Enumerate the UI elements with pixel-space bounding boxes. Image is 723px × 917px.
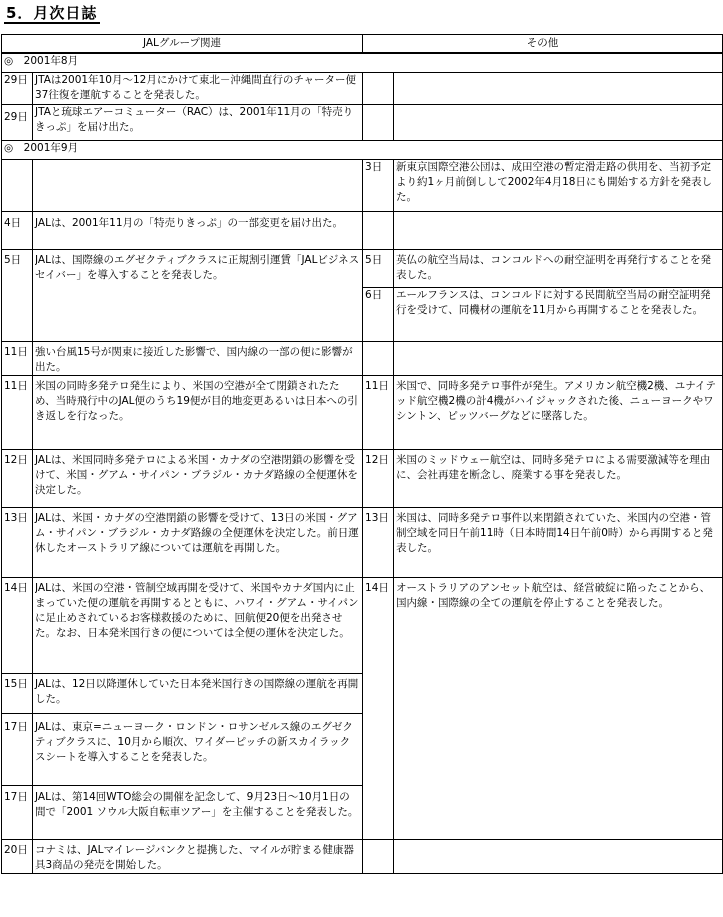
jal-day: 12日 bbox=[2, 450, 33, 508]
jal-entry-text: JALは、国際線のエグゼクティブクラスに正規割引運賃「JALビジネスセイバー」を導入することを発表した。 bbox=[35, 254, 360, 281]
table-row bbox=[2, 250, 723, 288]
jal-entry: JALは、東京=ニューヨーク・ロンドン・ロサンゼルス線のエグゼクティブクラスに、10月から順次、ワイダーピッチの新スカイラックスシートを導入することを発表した。 bbox=[33, 714, 363, 786]
other-entry: 米国のミッドウェー航空は、同時多発テロによる需要激減等を理由に、会社再建を断念し、廃業する事を発表した。 bbox=[394, 450, 723, 508]
jal-entry: JALは、米国・カナダの空港閉鎖の影響を受けて、13日の米国・グアム・サイパン・ブラジル・カナダ路線の全便運休を決定した。前日運休したオーストラリア線については運航を再開した。 bbox=[33, 508, 363, 578]
page-title: 5．月次日誌 bbox=[6, 4, 98, 22]
title-underline bbox=[4, 22, 100, 24]
other-day bbox=[363, 840, 394, 874]
other-entry bbox=[394, 212, 723, 250]
other-entry bbox=[394, 73, 723, 105]
other-day: 11日 bbox=[363, 376, 394, 450]
other-day: 14日 bbox=[363, 578, 394, 840]
jal-entry-text: JALは、米国の空港・管制空域再開を受けて、米国やカナダ国内に止まっていた便の運航を再開するとともに、ハワイ・グアム・サイパンに足止めされているお客様救援のために、回航便20便を出発させた。なお、日本発米国行きの便については全便の運休を決定した。 bbox=[35, 582, 359, 639]
other-day: 6日 bbox=[363, 288, 394, 342]
jal-day: 15日 bbox=[2, 674, 33, 714]
jal-day: 13日 bbox=[2, 508, 33, 578]
jal-entry: JALは、米国同時多発テロによる米国・カナダの空港閉鎖の影響を受けて、米国・グアム・サイパン・ブラジル・カナダ路線の全便運休を決定した。 bbox=[33, 450, 363, 508]
other-day: 13日 bbox=[363, 508, 394, 578]
jal-day: 29日 bbox=[2, 73, 33, 105]
jal-entry: 米国の同時多発テロ発生により、米国の空港が全て閉鎖されたため、当時飛行中のJAL便のうち19便が目的地変更あるいは日本への引き返しを行なった。 bbox=[33, 376, 363, 450]
jal-entry: JTAは2001年10月～12月にかけて東北－沖縄間直行のチャーター便37往復を運航することを発表した。 bbox=[33, 73, 363, 105]
other-entry: 米国で、同時多発テロ事件が発生。アメリカン航空機2機、ユナイテッド航空機2機の計4機がハイジャックされた後、ニューヨークやワシントン、ピッツバーグなどに墜落した。 bbox=[394, 376, 723, 450]
other-day bbox=[363, 342, 394, 376]
table-row bbox=[2, 450, 723, 508]
jal-entry: JALは、12日以降運休していた日本発米国行きの国際線の運航を再開した。 bbox=[33, 674, 363, 714]
other-entry: 新東京国際空港公団は、成田空港の暫定滑走路の供用を、当初予定より約1ヶ月前倒しして2002年4月18日にも開始する方針を発表した。 bbox=[394, 160, 723, 212]
jal-entry: JTAと琉球エアーコミューター（RAC）は、2001年11月の「特売りきっぷ」を届け出た。 bbox=[33, 105, 363, 141]
jal-entry: JALは、第14回WTO総会の開催を記念して、9月23日～10月1日の間で「2001 ソウル大阪自転車ツアー」を主催することを発表した。 bbox=[33, 786, 363, 840]
other-entry bbox=[394, 105, 723, 141]
column-header-jal: JALグループ関連 bbox=[2, 35, 363, 54]
table-row bbox=[2, 376, 723, 450]
jal-day: 11日 bbox=[2, 342, 33, 376]
jal-entry bbox=[33, 250, 363, 342]
table-header-row bbox=[2, 35, 723, 54]
other-day: 3日 bbox=[363, 160, 394, 212]
section-row bbox=[2, 141, 723, 160]
other-entry: 英仏の航空当局は、コンコルドへの耐空証明を再発行することを発表した。 bbox=[394, 250, 723, 288]
section-row bbox=[2, 53, 723, 73]
jal-day: 29日 bbox=[2, 105, 33, 141]
table-row bbox=[2, 212, 723, 250]
other-day: 5日 bbox=[363, 250, 394, 288]
jal-entry: コナミは、JALマイレージバンクと提携した、マイルが貯まる健康器具3商品の発売を開始した。 bbox=[33, 840, 363, 874]
table-row bbox=[2, 73, 723, 105]
jal-day bbox=[2, 160, 33, 212]
jal-day: 5日 bbox=[2, 250, 33, 342]
table-row bbox=[2, 160, 723, 212]
other-day bbox=[363, 105, 394, 141]
table-row bbox=[2, 508, 723, 578]
jal-entry bbox=[33, 578, 363, 674]
monthly-log-table bbox=[1, 34, 723, 874]
jal-day: 4日 bbox=[2, 212, 33, 250]
other-entry: オーストラリアのアンセット航空は、経営破綻に陥ったことから、国内線・国際線の全ての運航を停止することを発表した。 bbox=[394, 578, 723, 840]
section-label: ◎ 2001年9月 bbox=[2, 141, 723, 160]
other-entry: エールフランスは、コンコルドに対する民間航空当局の耐空証明発行を受けて、同機材の運航を11月から再開することを発表した。 bbox=[394, 288, 723, 342]
section-label: ◎ 2001年8月 bbox=[2, 53, 723, 73]
jal-day: 17日 bbox=[2, 714, 33, 786]
jal-entry: JALは、2001年11月の「特売りきっぷ」の一部変更を届け出た。 bbox=[33, 212, 363, 250]
other-entry: 米国は、同時多発テロ事件以来閉鎖されていた、米国内の空港・管制空域を同日午前11時（日本時間14日午前0時）から再開すると発表した。 bbox=[394, 508, 723, 578]
jal-day: 17日 bbox=[2, 786, 33, 840]
column-header-other: その他 bbox=[363, 35, 723, 54]
jal-day: 14日 bbox=[2, 578, 33, 674]
other-day bbox=[363, 212, 394, 250]
table-row bbox=[2, 342, 723, 376]
other-day: 12日 bbox=[363, 450, 394, 508]
table-row bbox=[2, 578, 723, 674]
other-entry bbox=[394, 840, 723, 874]
other-entry bbox=[394, 342, 723, 376]
table-row bbox=[2, 840, 723, 874]
table-row bbox=[2, 105, 723, 141]
other-day bbox=[363, 73, 394, 105]
jal-day: 11日 bbox=[2, 376, 33, 450]
jal-entry bbox=[33, 160, 363, 212]
jal-day: 20日 bbox=[2, 840, 33, 874]
jal-entry: 強い台風15号が関東に接近した影響で、国内線の一部の便に影響が出た。 bbox=[33, 342, 363, 376]
